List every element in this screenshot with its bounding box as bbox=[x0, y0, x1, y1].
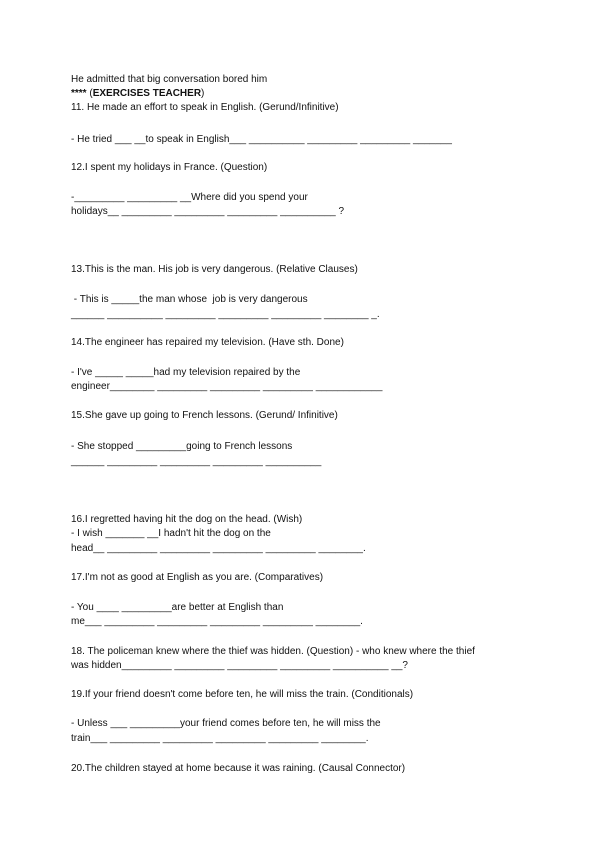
exercise-15-prompt: 15.She gave up going to French lessons. (Gerund/ Infinitive) bbox=[71, 410, 338, 421]
exercise-12-answer-line-2: holidays__ _________ _________ _________ __________ ? bbox=[71, 206, 345, 217]
title-text: EXERCISES TEACHER bbox=[92, 88, 202, 99]
title-open-paren: ( bbox=[86, 88, 93, 99]
exercise-16-prompt: 16.I regretted having hit the dog on the head. (Wish) bbox=[71, 514, 303, 525]
intro-sentence: He admitted that big conversation bored him bbox=[71, 74, 268, 85]
exercise-20-prompt: 20.The children stayed at home because it was raining. (Causal Connector) bbox=[71, 763, 406, 774]
exercise-16-answer-line-2: head__ _________ _________ _________ _________ ________. bbox=[71, 543, 366, 554]
exercise-11-answer: - He tried ___ __to speak in English___ __________ _________ _________ _______ bbox=[71, 134, 452, 145]
worksheet-title bbox=[71, 87, 204, 100]
exercise-16-answer-line-1: - I wish _______ __I hadn't hit the dog on the bbox=[71, 528, 271, 539]
exercise-19-prompt: 19.If your friend doesn't come before ten, he will miss the train. (Conditionals) bbox=[71, 689, 414, 700]
title-close-paren: ) bbox=[201, 88, 205, 99]
exercise-14-answer-line-2: engineer________ _________ _________ _________ ____________ bbox=[71, 381, 383, 392]
exercise-13-answer-line-2: ______ __________ _________ _________ _________ ________ _. bbox=[71, 309, 380, 320]
exercise-17-answer-line-1: - You ____ _________are better at English than bbox=[71, 602, 284, 613]
stars: **** bbox=[71, 88, 87, 99]
exercise-15-answer-line-2: ______ _________ _________ _________ __________ bbox=[71, 456, 322, 467]
exercise-17-answer-line-2: me___ _________ _________ _________ _________ ________. bbox=[71, 616, 363, 627]
exercise-19-answer-line-1: - Unless ___ _________your friend comes before ten, he will miss the bbox=[71, 718, 381, 729]
exercise-13-answer-line-1: - This is _____the man whose job is very dangerous bbox=[71, 294, 308, 305]
exercise-15-answer-line-1: - She stopped _________going to French lessons bbox=[71, 441, 293, 452]
exercise-13-prompt: 13.This is the man. His job is very dangerous. (Relative Clauses) bbox=[71, 264, 358, 275]
exercise-11-prompt: 11. He made an effort to speak in English. (Gerund/Infinitive) bbox=[71, 102, 339, 113]
exercise-19-answer-line-2: train___ _________ _________ _________ _________ ________. bbox=[71, 733, 369, 744]
exercise-14-prompt: 14.The engineer has repaired my television. (Have sth. Done) bbox=[71, 337, 344, 348]
exercise-12-answer-line-1: -_________ _________ __Where did you spend your bbox=[71, 192, 308, 203]
exercise-17-prompt: 17.I'm not as good at English as you are. (Comparatives) bbox=[71, 572, 324, 583]
exercise-18-prompt: 18. The policeman knew where the thief was hidden. (Question) - who knew where the thief bbox=[71, 646, 475, 657]
exercise-18-answer: was hidden_________ _________ _________ _________ __________ __? bbox=[71, 660, 408, 671]
exercise-14-answer-line-1: - I've _____ _____had my television repaired by the bbox=[71, 367, 301, 378]
exercise-12-prompt: 12.I spent my holidays in France. (Question) bbox=[71, 162, 268, 173]
